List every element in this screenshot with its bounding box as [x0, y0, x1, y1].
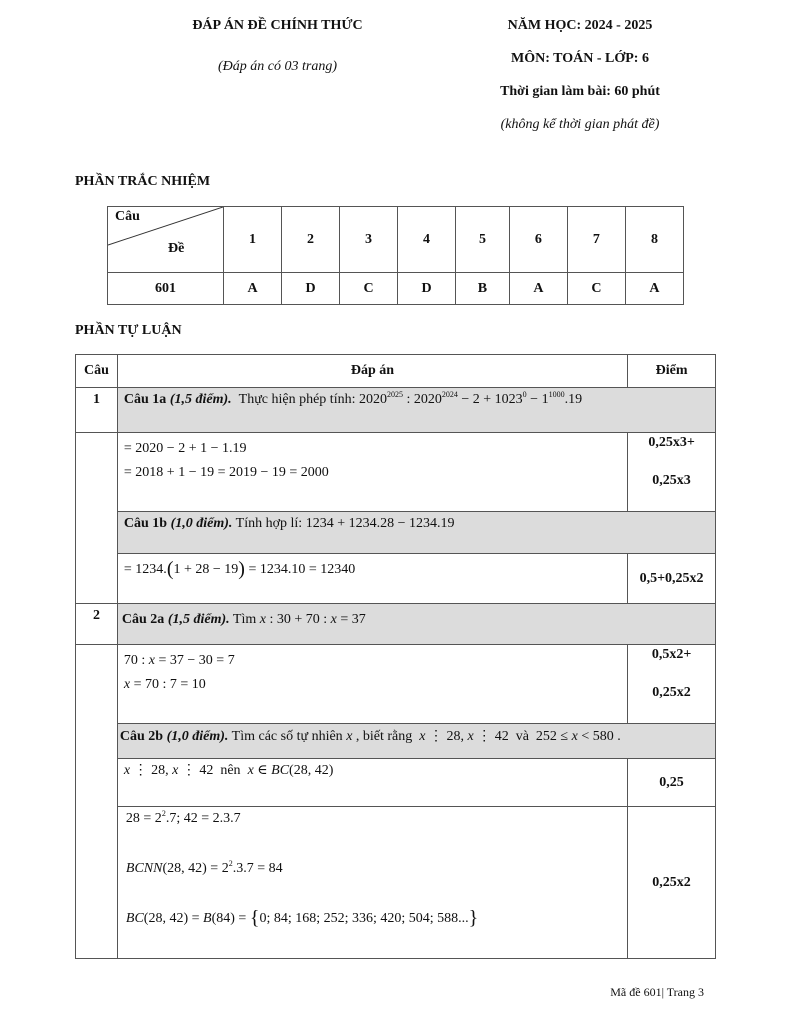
mc-answer-cell: A [625, 273, 683, 305]
corner-label-question: Câu [115, 209, 140, 224]
header-question: Câu [76, 355, 118, 388]
q1a-text: Thực hiện phép tính: [238, 392, 356, 407]
q1a-score-cell [628, 433, 716, 512]
mc-question-header: 8 [625, 207, 683, 273]
mc-answer-cell: D [398, 273, 456, 305]
mc-question-header: 2 [282, 207, 340, 273]
mc-question-header: 4 [398, 207, 456, 273]
answer-key-title: ĐÁP ÁN ĐỀ CHÍNH THỨC [192, 18, 363, 33]
q2a-prompt [117, 604, 715, 645]
q1b-expression: 1234 + 1234.28 − 1234.19 [305, 516, 455, 531]
q2a-label: Câu 2a [121, 612, 165, 627]
school-year: NĂM HỌC: 2024 - 2025 [507, 18, 653, 33]
q2b-step-1 [117, 759, 627, 807]
q2b-line-3: BCNN(28, $42) = 2^2.3.7 = 84$ [125, 859, 283, 876]
q2a-expression: x : 30 + 70 : x = 37 [259, 612, 366, 627]
exam-code-cell: 601 [108, 273, 224, 305]
mc-answer-table [107, 206, 684, 305]
q1b-prompt [117, 512, 715, 554]
mc-question-header: 6 [509, 207, 567, 273]
q1a-solution [117, 433, 627, 512]
q1a-expression: $2020^{2025}$ : $2020^{2024} - 2 + 1023^0 - 1^{1000}.19$ [358, 390, 583, 407]
q1b-line-1: = 1234.(1 + 28 − 19) = 1234.10 = 12340 [123, 558, 356, 580]
mc-answer-cell: A [509, 273, 567, 305]
corner-label-code: Đề [168, 241, 185, 256]
q2a-line-1: 70 : x = 37 − 30 = 7 [123, 653, 235, 668]
question-number: 1 [76, 388, 118, 433]
mc-question-header: 3 [340, 207, 398, 273]
q2b-line-2: $28 = 2^2.7$; 42 = 2.3.7 [125, 809, 241, 826]
q2a-solution [117, 645, 627, 724]
essay-section-title: PHẦN TỰ LUẬN [75, 323, 182, 338]
mc-section-title: PHẦN TRẮC NHIỆM [75, 174, 211, 189]
q1a-score-2: 0,25x3 [652, 473, 691, 488]
header-answer: Đáp án [117, 355, 627, 388]
q1b-text: Tính hợp lí: [235, 516, 303, 531]
q2a-score-1: 0,5x2+ [651, 647, 692, 662]
q2a-points: (1,5 điểm). [167, 612, 230, 627]
exam-time-note: (không kể thời gian phát đề) [500, 117, 660, 132]
page-count-note: (Đáp án có 03 trang) [218, 59, 337, 74]
header-score: Điểm [628, 355, 716, 388]
q2b-step-2 [117, 807, 627, 959]
q1b-solution [117, 554, 627, 604]
q1a-score-1: 0,25x3+ [648, 435, 695, 450]
table-corner-cell [108, 207, 224, 273]
q2b-line-4: BC(28, 42) = B(84) = {0; 84; 168; 252; 336; 420; 504; 588...} [125, 907, 479, 929]
q1b-score: 0,5+0,25x2 [628, 554, 716, 604]
q2b-score-2: 0,25x2 [628, 807, 716, 959]
q2b-score-1: 0,25 [628, 759, 716, 807]
q2a-line-2: x = 70 : 7 = 10 [123, 677, 206, 692]
q1a-points: (1,5 điểm). [169, 392, 232, 407]
q1a-prompt [117, 388, 715, 433]
mc-question-header: 5 [456, 207, 510, 273]
q1a-line-1: = 2020 − 2 + 1 − 1.19 [123, 441, 247, 456]
mc-question-header: 1 [224, 207, 282, 273]
q2a-text: Tìm [232, 612, 257, 627]
mc-answer-cell: C [567, 273, 625, 305]
essay-answer-table [75, 354, 716, 959]
q2b-expression: x , biết rằng x ⋮ 28, x ⋮ 42 và 252 ≤ x < 580 . [346, 729, 621, 744]
mc-question-header: 7 [567, 207, 625, 273]
q2b-text: Tìm các số tự nhiên [231, 729, 343, 744]
q2-number-cell-empty [76, 645, 118, 959]
q2b-prompt [117, 724, 715, 759]
q2b-label: Câu 2b [119, 729, 164, 744]
q2b-points: (1,0 điểm). [166, 729, 229, 744]
q2a-score-2: 0,25x2 [652, 685, 691, 700]
q1-number-cell-empty [76, 433, 118, 604]
q1a-label: Câu 1a [123, 392, 167, 407]
q1b-points: (1,0 điểm). [170, 516, 233, 531]
q2a-score-cell [628, 645, 716, 724]
q1a-line-2: = 2018 + 1 − 19 = 2019 − 19 = 2000 [123, 465, 329, 480]
question-number: 2 [76, 604, 118, 645]
exam-time: Thời gian làm bài: 60 phút [500, 84, 660, 99]
mc-answer-cell: B [456, 273, 510, 305]
page-footer: Mã đề 601| Trang 3 [610, 985, 704, 999]
subject-grade: MÔN: TOÁN - LỚP: 6 [511, 51, 649, 66]
mc-answer-cell: D [282, 273, 340, 305]
mc-answer-cell: C [340, 273, 398, 305]
q1b-label: Câu 1b [123, 516, 168, 531]
q2b-line-1: x ⋮ 28, x ⋮ 42 nên x ∈ BC(28, 42) [123, 763, 334, 778]
mc-answer-cell: A [224, 273, 282, 305]
